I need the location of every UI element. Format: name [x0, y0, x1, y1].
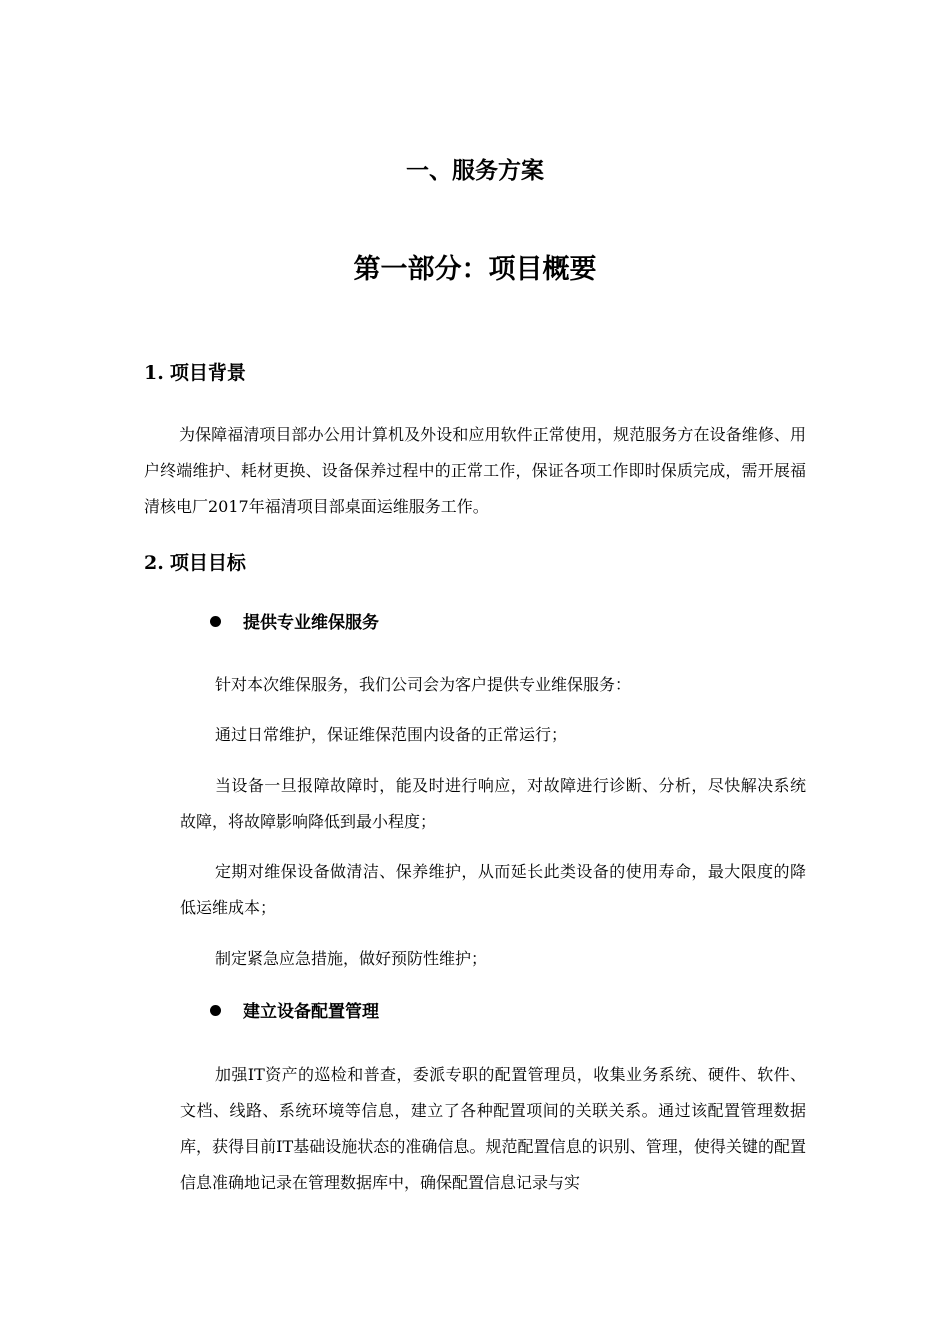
- part-title: 第一部分：项目概要: [353, 254, 597, 285]
- background-paragraph: 为保障福清项目部办公用计算机及外设和应用软件正常使用，规范服务方在设备维修、用户终端维护、耗材更换、设备保养过程中的正常工作，保证各项工作即时保质完成，需开展福清核电厂2017年福清项目部桌面运维服务工作。: [144, 425, 806, 516]
- maintenance-paragraph: 当设备一旦报障故障时，能及时进行响应，对故障进行诊断、分析，尽快解决系统故障，将故障影响降低到最小程度；: [180, 776, 806, 831]
- bullet-label: 提供专业维保服务: [243, 613, 379, 633]
- section-heading-background: [144, 359, 246, 387]
- section-number: 1.: [144, 362, 164, 384]
- bullet-label: 建立设备配置管理: [243, 1002, 379, 1022]
- section-number: 2.: [144, 552, 164, 574]
- section-title: 项目目标: [169, 552, 246, 574]
- bullet-icon: [210, 616, 221, 627]
- maintenance-paragraph: 针对本次维保服务，我们公司会为客户提供专业维保服务：: [215, 675, 632, 694]
- section-heading-objectives: [144, 549, 246, 577]
- section-title: 项目背景: [169, 362, 246, 384]
- bullet-item-maintenance: [210, 610, 379, 636]
- bullet-icon: [210, 1005, 221, 1016]
- maintenance-paragraph: 制定紧急应急措施，做好预防性维护；: [215, 949, 488, 968]
- main-title: 一、服务方案: [406, 158, 544, 184]
- bullet-item-configuration: [210, 999, 379, 1025]
- maintenance-paragraph: 定期对维保设备做清洁、保养维护，从而延长此类设备的使用寿命，最大限度的降低运维成本；: [180, 862, 806, 917]
- maintenance-paragraph: 通过日常维护，保证维保范围内设备的正常运行；: [215, 725, 568, 744]
- configuration-paragraph: 加强IT资产的巡检和普查，委派专职的配置管理员，收集业务系统、硬件、软件、文档、线路、系统环境等信息，建立了各种配置项间的关联关系。通过该配置管理数据库，获得目前IT基础设施状态的准确信息。规范配置信息的识别、管理，使得关键的配置信息准确地记录在管理数据库中，确保配置信息记录与实: [180, 1065, 806, 1192]
